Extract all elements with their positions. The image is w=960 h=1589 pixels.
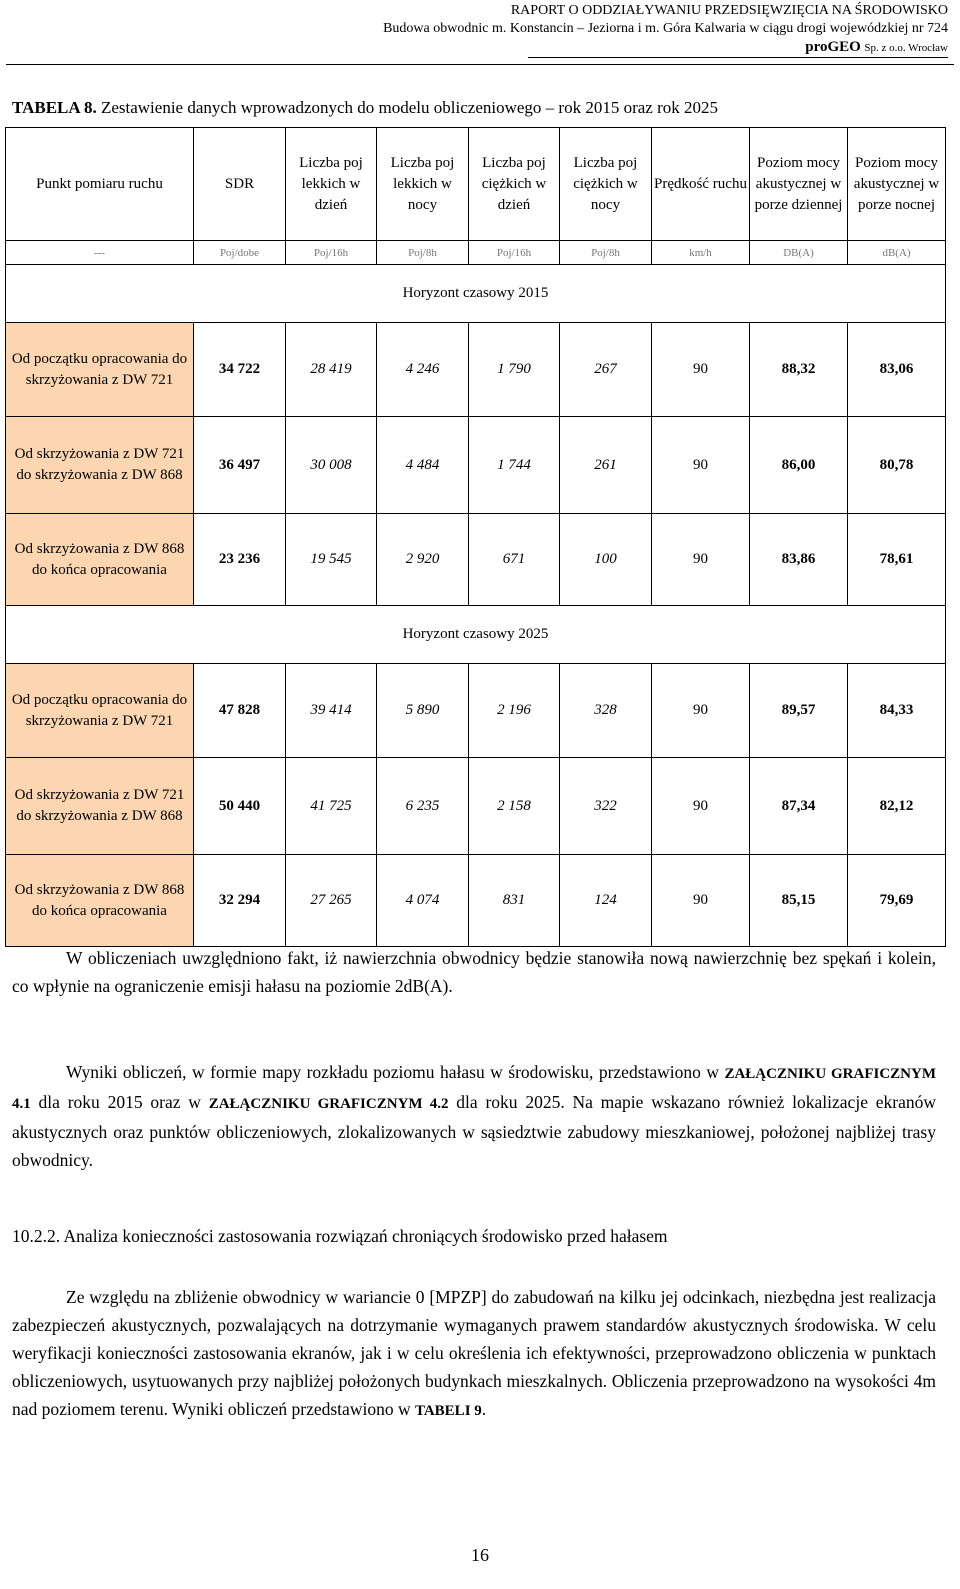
horizon-row-2015: [6, 265, 946, 323]
project-title: Budowa obwodnic m. Konstancin – Jeziorna i m. Góra Kalwaria w ciągu drogi wojewódzkiej nr 724: [383, 21, 948, 36]
speed-cell: 90: [652, 758, 750, 855]
day-power-cell: 89,57: [750, 664, 848, 758]
sdr-cell: 50 440: [194, 758, 286, 855]
light-night-cell: 2 920: [377, 514, 469, 606]
paragraph-text: Wyniki obliczeń, w formie mapy rozkładu poziomu hałasu w środowisku, przedstawiono w: [66, 1062, 719, 1082]
night-power-cell: 78,61: [848, 514, 946, 606]
night-power-cell: 82,12: [848, 758, 946, 855]
unit-cell: dB(A): [848, 241, 946, 265]
report-title: RAPORT O ODDZIAŁYWANIU PRZEDSIĘWZIĘCIA NA ŚRODOWISKO: [510, 3, 948, 18]
attachment-reference: ZAŁĄCZNIKU GRAFICZNYM 4.1: [12, 1066, 936, 1112]
paragraph-results: [12, 1058, 936, 1174]
light-day-cell: 41 725: [286, 758, 377, 855]
location-cell: Od początku opracowania do skrzyżowania z DW 721: [6, 664, 194, 758]
paragraph-surface-note: [12, 944, 936, 1000]
section-heading: 10.2.2. Analiza konieczności zastosowania rozwiązań chroniących środowisko przed hałasem: [12, 1226, 668, 1246]
day-power-cell: 85,15: [750, 855, 848, 947]
heavy-day-cell: 2 158: [469, 758, 560, 855]
header-divider: [6, 64, 954, 65]
night-power-cell: 84,33: [848, 664, 946, 758]
horizon-row-2025: [6, 606, 946, 664]
column-header: SDR: [194, 128, 286, 241]
speed-cell: 90: [652, 664, 750, 758]
light-night-cell: 4 246: [377, 323, 469, 417]
column-header: Liczba poj ciężkich w dzień: [469, 128, 560, 241]
table-row: [6, 323, 946, 417]
column-header: Poziom mocy akustycznej w porze nocnej: [848, 128, 946, 241]
table-label: TABELA 8.: [12, 98, 97, 117]
column-header: Liczba poj lekkich w dzień: [286, 128, 377, 241]
paragraph-text: W obliczeniach uwzględniono fakt, iż nawierzchnia obwodnicy będzie stanowiła nową nawierzchnię bez spękań i kolein, co wpłynie na ograniczenie emisji hałasu na poziomie 2dB(A).: [12, 948, 936, 996]
light-night-cell: 5 890: [377, 664, 469, 758]
paragraph-text: Ze względu na zbliżenie obwodnicy w wariancie 0 [MPZP] do zabudowań na kilku jej odcinkach, niezbędna jest realizacja zabezpieczeń akustycznych, pozwalających na dotrzymanie wymaganych prawem standardów akustycznych środowiska. W celu weryfikacji konieczności zastosowania ekranów, jak i w celu określenia ich efektywności, przeprowadzono obliczenia w punktach obliczeniowych, usytuowanych przy najbliżej położonych budynkach mieszkalnych. Obliczenia przeprowadzono na wysokości 4m nad poziomem terenu. Wyniki obliczeń przedstawiono w: [12, 1287, 936, 1419]
paragraph-text: dla roku 2025. Na mapie wskazano również lokalizacje ekranów akustycznych oraz punktów obliczeniowych, zlokalizowanych w sąsiedztwie zabudowy mieszkaniowej, położonej najbliżej trasy obwodnicy.: [12, 1092, 936, 1170]
light-day-cell: 39 414: [286, 664, 377, 758]
column-header: Punkt pomiaru ruchu: [6, 128, 194, 241]
unit-cell: Poj/8h: [560, 241, 652, 265]
night-power-cell: 83,06: [848, 323, 946, 417]
speed-cell: 90: [652, 417, 750, 514]
light-night-cell: 6 235: [377, 758, 469, 855]
page-number: 16: [471, 1545, 489, 1565]
heavy-night-cell: 328: [560, 664, 652, 758]
table-header-row: [6, 128, 946, 241]
day-power-cell: 88,32: [750, 323, 848, 417]
attachment-reference: ZAŁĄCZNIKU GRAFICZNYM 4.2: [208, 1096, 449, 1112]
location-cell: Od skrzyżowania z DW 721 do skrzyżowania z DW 868: [6, 417, 194, 514]
sdr-cell: 34 722: [194, 323, 286, 417]
unit-cell: Poj/16h: [286, 241, 377, 265]
heavy-night-cell: 124: [560, 855, 652, 947]
heavy-day-cell: 831: [469, 855, 560, 947]
light-night-cell: 4 484: [377, 417, 469, 514]
light-day-cell: 27 265: [286, 855, 377, 947]
traffic-data-table: [5, 127, 946, 947]
light-day-cell: 30 008: [286, 417, 377, 514]
heavy-day-cell: 1 744: [469, 417, 560, 514]
table-row: [6, 514, 946, 606]
night-power-cell: 79,69: [848, 855, 946, 947]
sdr-cell: 36 497: [194, 417, 286, 514]
unit-cell: Poj/16h: [469, 241, 560, 265]
company-line: [528, 38, 948, 58]
column-header: Prędkość ruchu: [652, 128, 750, 241]
unit-cell: ---: [6, 241, 194, 265]
horizon-title: Horyzont czasowy 2015: [6, 265, 946, 323]
heavy-night-cell: 322: [560, 758, 652, 855]
paragraph-analysis: [12, 1283, 936, 1425]
unit-cell: km/h: [652, 241, 750, 265]
table-caption-text: Zestawienie danych wprowadzonych do modelu obliczeniowego – rok 2015 oraz rok 2025: [100, 98, 718, 117]
heavy-night-cell: 267: [560, 323, 652, 417]
day-power-cell: 83,86: [750, 514, 848, 606]
light-night-cell: 4 074: [377, 855, 469, 947]
table-row: [6, 417, 946, 514]
night-power-cell: 80,78: [848, 417, 946, 514]
heavy-night-cell: 261: [560, 417, 652, 514]
light-day-cell: 28 419: [286, 323, 377, 417]
paragraph-end: .: [481, 1399, 487, 1419]
units-row: [6, 241, 946, 265]
sdr-cell: 32 294: [194, 855, 286, 947]
table-reference: TABELI 9: [414, 1403, 482, 1419]
heavy-night-cell: 100: [560, 514, 652, 606]
light-day-cell: 19 545: [286, 514, 377, 606]
horizon-title: Horyzont czasowy 2025: [6, 606, 946, 664]
location-cell: Od początku opracowania do skrzyżowania z DW 721: [6, 323, 194, 417]
speed-cell: 90: [652, 323, 750, 417]
unit-cell: Poj/8h: [377, 241, 469, 265]
location-cell: Od skrzyżowania z DW 868 do końca opracowania: [6, 855, 194, 947]
table-row: [6, 664, 946, 758]
sdr-cell: 23 236: [194, 514, 286, 606]
unit-cell: Poj/dobe: [194, 241, 286, 265]
speed-cell: 90: [652, 855, 750, 947]
day-power-cell: 87,34: [750, 758, 848, 855]
table-caption: [12, 98, 718, 118]
table-row: [6, 758, 946, 855]
heavy-day-cell: 671: [469, 514, 560, 606]
heavy-day-cell: 2 196: [469, 664, 560, 758]
column-header: Liczba poj lekkich w nocy: [377, 128, 469, 241]
location-cell: Od skrzyżowania z DW 868 do końca opracowania: [6, 514, 194, 606]
company-suffix: Sp. z o.o. Wrocław: [864, 42, 948, 54]
sdr-cell: 47 828: [194, 664, 286, 758]
heavy-day-cell: 1 790: [469, 323, 560, 417]
column-header: Liczba poj ciężkich w nocy: [560, 128, 652, 241]
table-row: [6, 855, 946, 947]
unit-cell: DB(A): [750, 241, 848, 265]
paragraph-text: dla roku 2015 oraz w: [38, 1092, 201, 1112]
location-cell: Od skrzyżowania z DW 721 do skrzyżowania z DW 868: [6, 758, 194, 855]
column-header: Poziom mocy akustycznej w porze dziennej: [750, 128, 848, 241]
day-power-cell: 86,00: [750, 417, 848, 514]
document-header: [248, 2, 948, 58]
company-name: proGEO: [805, 39, 861, 55]
speed-cell: 90: [652, 514, 750, 606]
